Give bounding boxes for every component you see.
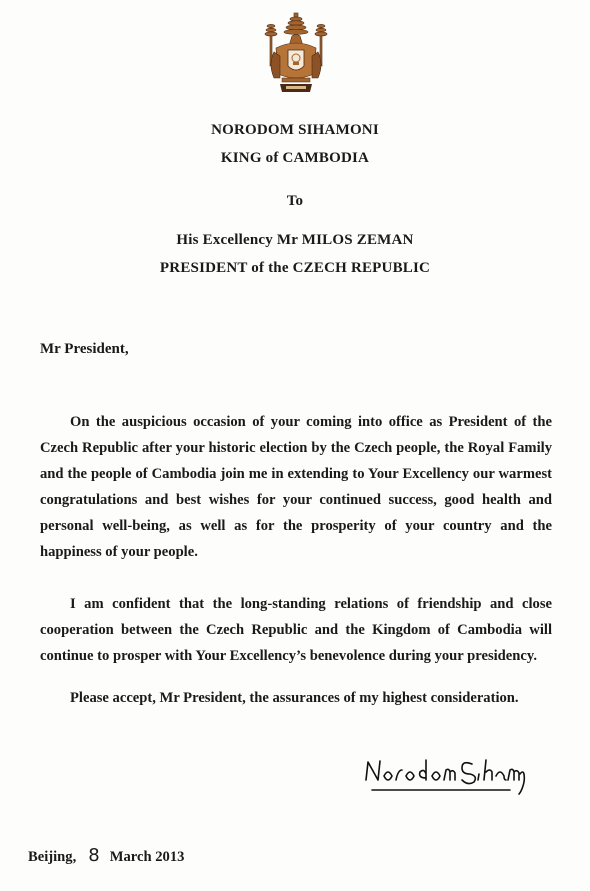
royal-coat-of-arms-icon (262, 12, 330, 98)
closing-line: Please accept, Mr President, the assurances of my highest consideration. (70, 690, 519, 706)
recipient-name: His Excellency Mr MILOS ZEMAN (176, 232, 414, 248)
dateline-month-year: March 2013 (109, 849, 185, 865)
dateline-day: 8 (88, 845, 100, 866)
sender-title: KING of CAMBODIA (220, 150, 370, 166)
handwritten-signature (360, 752, 530, 798)
sender-name: NORODOM SIHAMONI (211, 122, 379, 138)
dateline-place: Beijing, (28, 849, 77, 865)
to-label: To (286, 193, 304, 209)
recipient-title: PRESIDENT of the CZECH REPUBLIC (159, 260, 431, 276)
salutation: Mr President, (40, 341, 129, 357)
body-paragraph-1: On the auspicious occasion of your coming into office as President of the Czech Republic after your historic election by the Czech people, the Royal Family and the people of Cambodia join me in extending to Your Excellency our warmest congratulations and best wishes for your continued success, good health and personal well-being, as well as for the prosperity of your country and the happiness of your people. (40, 414, 552, 560)
dateline (28, 845, 184, 866)
body-paragraph-2: I am confident that the long-standing relations of friendship and close cooperation between the Czech Republic and the Kingdom of Cambodia will continue to prosper with Your Excellency’s benevolence during your presidency. (40, 596, 552, 664)
